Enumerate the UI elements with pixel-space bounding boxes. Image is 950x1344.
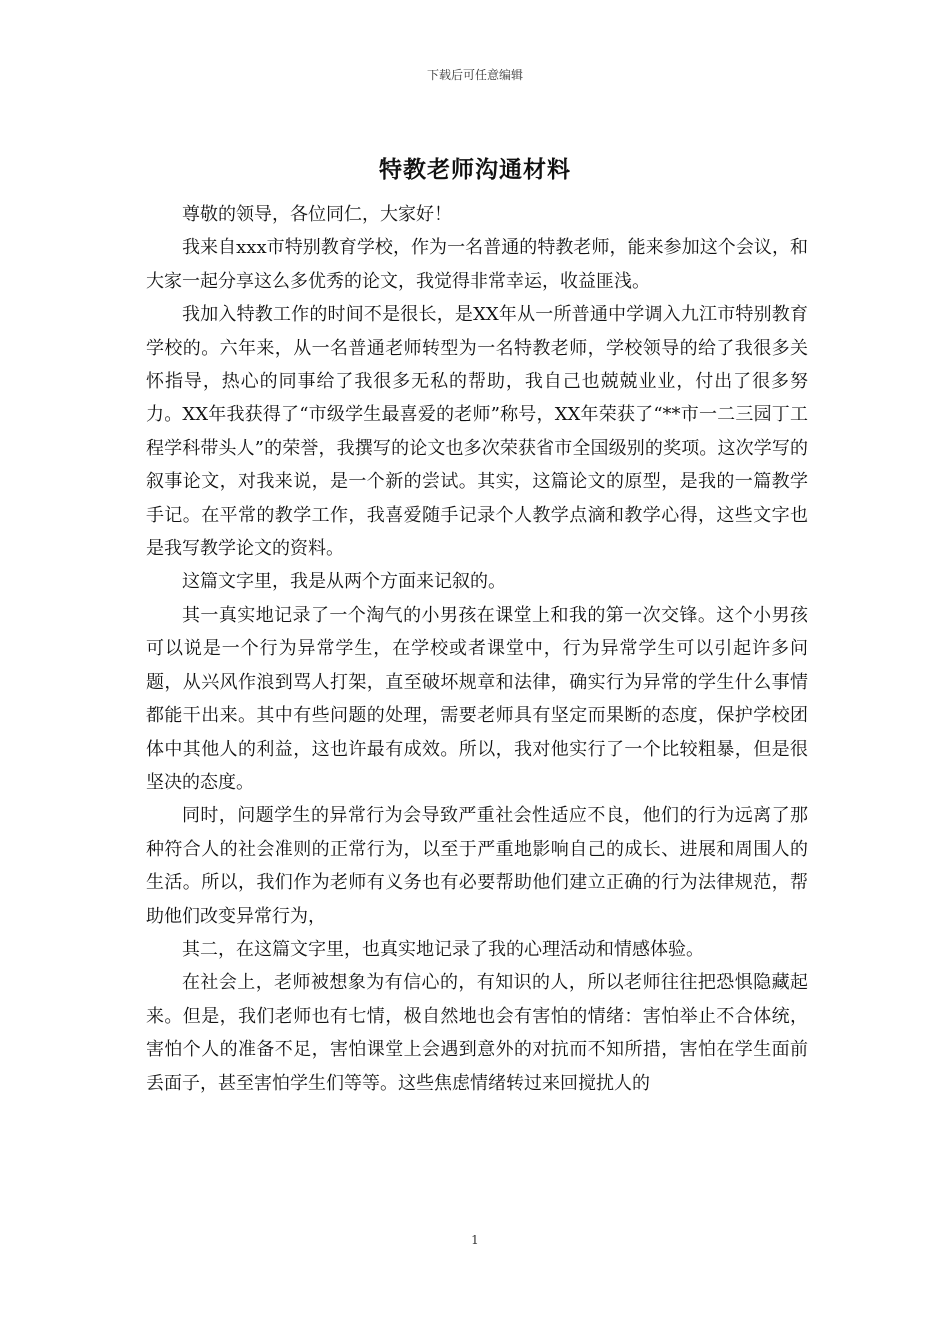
header-note: 下载后可任意编辑 bbox=[426, 68, 523, 82]
paragraph-second-aspect: 其二，在这篇文字里，也真实地记录了我的心理活动和情感体验。 bbox=[182, 938, 704, 960]
paragraph-greeting: 尊敬的领导，各位同仁，大家好！ bbox=[182, 204, 452, 225]
paragraph-teacher-emotions: 在社会上，老师被想象为有信心的，有知识的人，所以老师往往把恐惧隐藏起来。但是，我们老师也有七情，极自然地也会有害怕的情绪：害怕举止不合体统，害怕个人的准备不足，害怕课堂上会遇到意外的对抗而不知所措，害怕在学生面前丢面子，甚至害怕学生们等等。这些焦虑情绪转过来回搅扰人的 bbox=[146, 972, 808, 1094]
paragraph-first-aspect: 其一真实地记录了一个淘气的小男孩在课堂上和我的第一次交锋。这个小男孩可以说是一个行为异常学生，在学校或者课堂中，行为异常学生可以引起许多问题，从兴风作浪到骂人打架，直至破坏规章和法律，确实行为异常的学生什么事情都能干出来。其中有些问题的处理，需要老师具有坚定而果断的态度，保护学校团体中其他人的利益，这也许最有成效。所以，我对他实行了一个比较粗暴，但是很坚决的态度。 bbox=[146, 604, 808, 793]
page-number: 1 bbox=[471, 1233, 479, 1247]
paragraph-behavior: 同时，问题学生的异常行为会导致严重社会性适应不良，他们的行为远离了那种符合人的社会准则的正常行为，以至于严重地影响自己的成长、进展和周围人的生活。所以，我们作为老师有义务也有必要帮助他们建立正确的行为法律规范，帮助他们改变异常行为， bbox=[146, 805, 808, 927]
document-body bbox=[146, 198, 808, 1100]
document-title: 特教老师沟通材料 bbox=[379, 156, 571, 183]
paragraph-background: 我加入特教工作的时间不是很长，是XX年从一所普通中学调入九江市特别教育学校的。六年来，从一名普通老师转型为一名特教老师，学校领导的给了我很多关怀指导，热心的同事给了我很多无私的帮助，我自己也兢兢业业，付出了很多努力。XX年我获得了“市级学生最喜爱的老师”称号，XX年荣获了“**市一二三园丁工程学科带头人”的荣誉，我撰写的论文也多次荣获省市全国级别的奖项。这次学写的叙事论文，对我来说，是一个新的尝试。其实，这篇论文的原型，是我的一篇教学手记。在平常的教学工作，我喜爱随手记录个人教学点滴和教学心得，这些文字也是我写教学论文的资料。 bbox=[146, 304, 808, 560]
paragraph-intro: 我来自xxx市特别教育学校，作为一名普通的特教老师，能来参加这个会议，和大家一起分享这么多优秀的论文，我觉得非常幸运，收益匪浅。 bbox=[146, 237, 808, 292]
paragraph-two-aspects: 这篇文字里，我是从两个方面来记叙的。 bbox=[182, 571, 506, 593]
